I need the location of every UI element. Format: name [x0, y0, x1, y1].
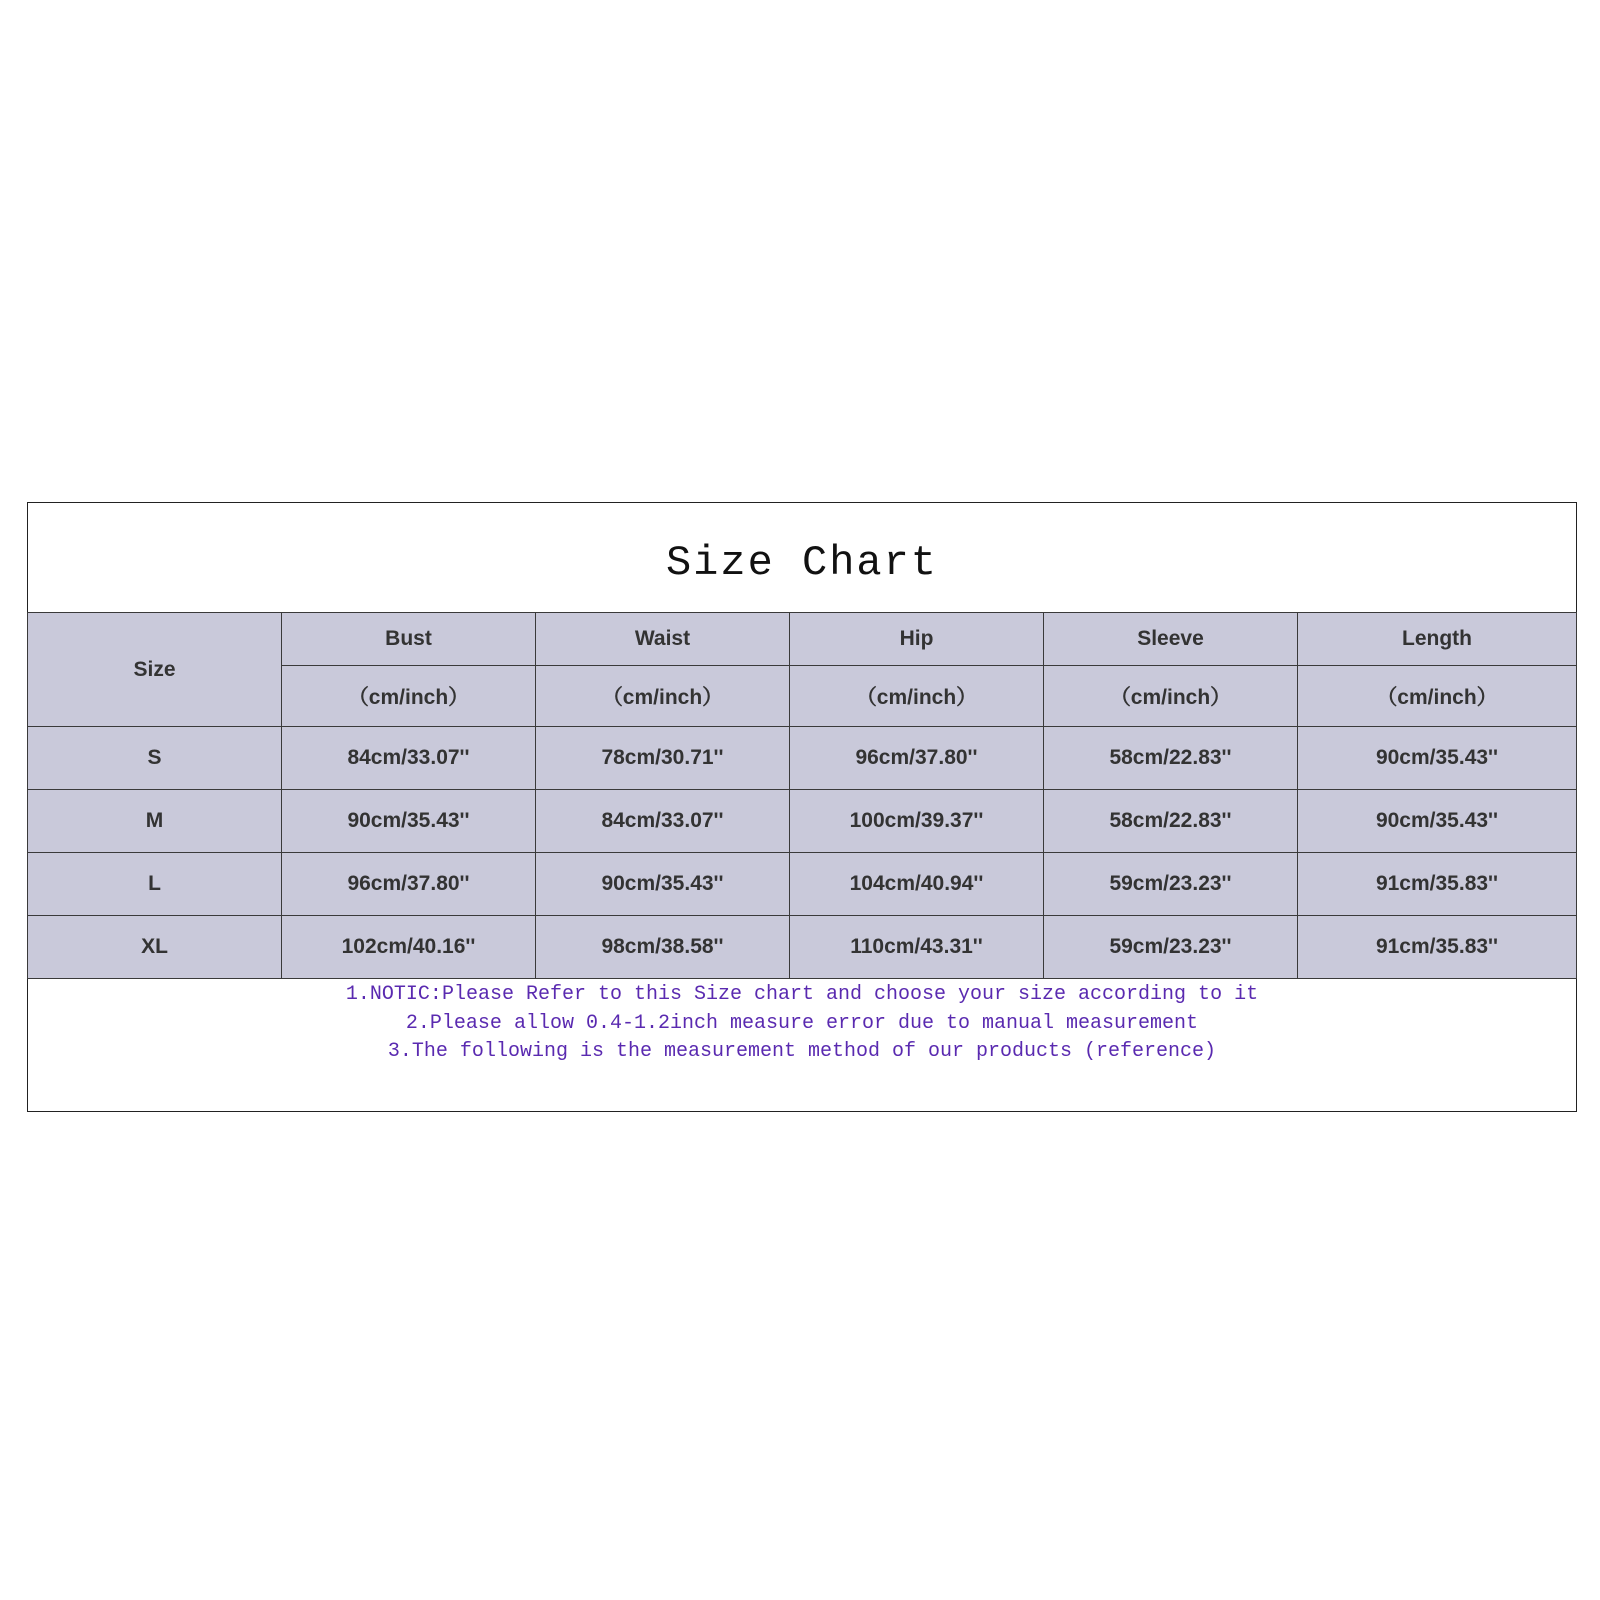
- size-cell: S: [28, 727, 282, 790]
- header-row: [28, 613, 1577, 666]
- size-table: [27, 612, 1577, 979]
- value-cell: 59cm/23.23'': [1044, 853, 1298, 916]
- value-cell: 58cm/22.83'': [1044, 790, 1298, 853]
- size-cell: XL: [28, 916, 282, 979]
- unit-label: （cm/inch）: [1044, 666, 1298, 727]
- page-title: Size Chart: [665, 539, 939, 587]
- table-row: [28, 727, 1577, 790]
- header-hip: Hip: [790, 613, 1044, 666]
- value-cell: 100cm/39.37'': [790, 790, 1044, 853]
- value-cell: 96cm/37.80'': [282, 853, 536, 916]
- size-cell: M: [28, 790, 282, 853]
- value-cell: 91cm/35.83'': [1298, 916, 1577, 979]
- table-row: [28, 916, 1577, 979]
- header-bust: Bust: [282, 613, 536, 666]
- value-cell: 104cm/40.94'': [790, 853, 1044, 916]
- value-cell: 58cm/22.83'': [1044, 727, 1298, 790]
- value-cell: 78cm/30.71'': [536, 727, 790, 790]
- unit-label: （cm/inch）: [1298, 666, 1577, 727]
- value-cell: 84cm/33.07'': [282, 727, 536, 790]
- value-cell: 98cm/38.58'': [536, 916, 790, 979]
- header-size: Size: [28, 613, 282, 727]
- unit-label: （cm/inch）: [282, 666, 536, 727]
- value-cell: 90cm/35.43'': [1298, 727, 1577, 790]
- value-cell: 90cm/35.43'': [536, 853, 790, 916]
- note-line: 3.The following is the measurement method of our products (reference): [387, 1040, 1217, 1063]
- unit-label: （cm/inch）: [536, 666, 790, 727]
- value-cell: 90cm/35.43'': [282, 790, 536, 853]
- header-waist: Waist: [536, 613, 790, 666]
- value-cell: 91cm/35.83'': [1298, 853, 1577, 916]
- size-chart-frame: [27, 502, 1577, 1112]
- note-line: 2.Please allow 0.4-1.2inch measure error due to manual measurement: [405, 1011, 1199, 1035]
- value-cell: 96cm/37.80'': [790, 727, 1044, 790]
- value-cell: 110cm/43.31'': [790, 916, 1044, 979]
- value-cell: 90cm/35.43'': [1298, 790, 1577, 853]
- size-cell: L: [28, 853, 282, 916]
- value-cell: 84cm/33.07'': [536, 790, 790, 853]
- header-length: Length: [1298, 613, 1577, 666]
- value-cell: 102cm/40.16'': [282, 916, 536, 979]
- table-row: [28, 790, 1577, 853]
- unit-label: （cm/inch）: [790, 666, 1044, 727]
- table-row: [28, 853, 1577, 916]
- note-line: 1.NOTIC:Please Refer to this Size chart and choose your size according to it: [345, 983, 1259, 1006]
- title-row: [28, 503, 1576, 613]
- notes-block: [28, 981, 1576, 1067]
- header-sleeve: Sleeve: [1044, 613, 1298, 666]
- value-cell: 59cm/23.23'': [1044, 916, 1298, 979]
